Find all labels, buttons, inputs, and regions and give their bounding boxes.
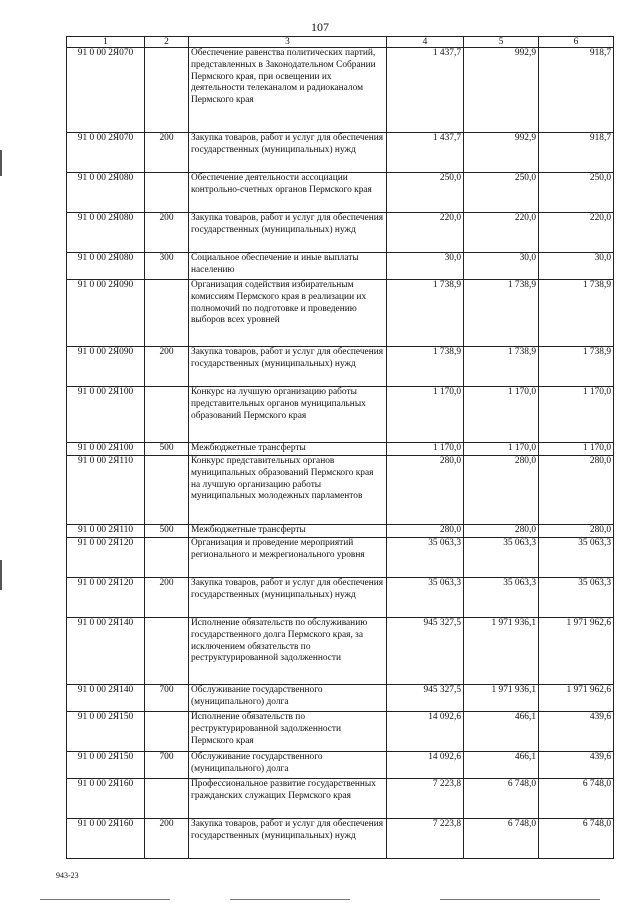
table-row: [67, 752, 614, 779]
row-value-cell: 250,0: [539, 173, 614, 213]
row-value-cell: 1 738,9: [464, 347, 539, 387]
row-code-cell: 91 0 00 2Я100: [67, 443, 145, 456]
row-value-cell: 1 170,0: [387, 387, 464, 443]
row-value-cell: 35 063,3: [464, 538, 539, 578]
row-code-cell: 91 0 00 2Я140: [67, 685, 145, 712]
row-value-cell: 280,0: [539, 525, 614, 538]
row-code-cell: 91 0 00 2Я160: [67, 779, 145, 819]
row-name-cell: Закупка товаров, работ и услуг для обеспечения государственных (муниципальных) нужд: [189, 213, 387, 253]
table-row: [67, 253, 614, 280]
table-row: [67, 347, 614, 387]
row-expense-type-cell: 200: [145, 578, 189, 618]
row-value-cell: 250,0: [387, 173, 464, 213]
row-expense-type-cell: [145, 712, 189, 752]
row-value-cell: 280,0: [539, 456, 614, 525]
row-value-cell: 1 170,0: [539, 387, 614, 443]
table-row: [67, 618, 614, 685]
row-code-cell: 91 0 00 2Я120: [67, 578, 145, 618]
row-name-cell: Закупка товаров, работ и услуг для обеспечения государственных (муниципальных) нужд: [189, 347, 387, 387]
row-value-cell: 220,0: [539, 213, 614, 253]
table-row: [67, 443, 614, 456]
table-row: [67, 213, 614, 253]
table-row: [67, 48, 614, 133]
row-value-cell: 992,9: [464, 133, 539, 173]
row-value-cell: 1 738,9: [387, 347, 464, 387]
row-name-cell: Межбюджетные трансферты: [189, 443, 387, 456]
column-header: 4: [387, 37, 464, 48]
row-value-cell: 35 063,3: [539, 538, 614, 578]
row-value-cell: 1 738,9: [387, 280, 464, 347]
row-expense-type-cell: 200: [145, 133, 189, 173]
row-value-cell: 35 063,3: [387, 578, 464, 618]
budget-table: [66, 36, 614, 859]
row-code-cell: 91 0 00 2Я120: [67, 538, 145, 578]
page-number: 107: [311, 20, 329, 34]
row-name-cell: Закупка товаров, работ и услуг для обеспечения государственных (муниципальных) нужд: [189, 578, 387, 618]
row-name-cell: Обеспечение деятельности ассоциации контрольно-счетных органов Пермского края: [189, 173, 387, 213]
row-value-cell: 1 170,0: [539, 443, 614, 456]
row-value-cell: 35 063,3: [387, 538, 464, 578]
row-value-cell: 30,0: [387, 253, 464, 280]
table-row: [67, 819, 614, 859]
row-expense-type-cell: [145, 538, 189, 578]
row-code-cell: 91 0 00 2Я140: [67, 618, 145, 685]
row-value-cell: 220,0: [464, 213, 539, 253]
table-row: [67, 133, 614, 173]
table-row: [67, 779, 614, 819]
row-value-cell: 250,0: [464, 173, 539, 213]
column-header: 6: [539, 37, 614, 48]
row-value-cell: 6 748,0: [539, 819, 614, 859]
row-code-cell: 91 0 00 2Я090: [67, 280, 145, 347]
row-value-cell: 1 738,9: [464, 280, 539, 347]
row-name-cell: Исполнение обязательств по обслуживанию государственного долга Пермского края, за исключением обязательств по реструктурированной задолженности: [189, 618, 387, 685]
row-expense-type-cell: 500: [145, 525, 189, 538]
row-value-cell: 30,0: [464, 253, 539, 280]
row-value-cell: 945 327,5: [387, 618, 464, 685]
scan-artifact-line: [230, 899, 350, 900]
row-expense-type-cell: [145, 280, 189, 347]
row-value-cell: 918,7: [539, 48, 614, 133]
row-value-cell: 6 748,0: [464, 779, 539, 819]
row-name-cell: Профессиональное развитие государственных гражданских служащих Пермского края: [189, 779, 387, 819]
row-code-cell: 91 0 00 2Я100: [67, 387, 145, 443]
row-value-cell: 1 170,0: [464, 387, 539, 443]
table-row: [67, 712, 614, 752]
table-row: [67, 525, 614, 538]
row-expense-type-cell: 300: [145, 253, 189, 280]
scan-artifact-line: [440, 899, 600, 900]
column-header: 2: [145, 37, 189, 48]
scan-edge-mark: [0, 150, 2, 176]
row-value-cell: 280,0: [464, 525, 539, 538]
scan-edge-mark: [0, 560, 2, 590]
column-header: 1: [67, 37, 145, 48]
row-expense-type-cell: 200: [145, 819, 189, 859]
row-name-cell: Исполнение обязательств по реструктурированной задолженности Пермского края: [189, 712, 387, 752]
row-value-cell: 1 971 962,6: [539, 685, 614, 712]
row-name-cell: Организация и проведение мероприятий регионального и межрегионального уровня: [189, 538, 387, 578]
row-code-cell: 91 0 00 2Я080: [67, 213, 145, 253]
column-header: 5: [464, 37, 539, 48]
row-expense-type-cell: 200: [145, 213, 189, 253]
row-value-cell: 1 170,0: [464, 443, 539, 456]
row-expense-type-cell: [145, 387, 189, 443]
table-header-row: [67, 37, 614, 48]
row-value-cell: 1 971 936,1: [464, 685, 539, 712]
row-name-cell: Конкурс представительных органов муниципальных образований Пермского края на лучшую организацию работы муниципальных молодежных парламентов: [189, 456, 387, 525]
row-value-cell: 35 063,3: [539, 578, 614, 618]
row-name-cell: Конкурс на лучшую организацию работы представительных органов муниципальных образований Пермского края: [189, 387, 387, 443]
row-expense-type-cell: 200: [145, 347, 189, 387]
row-value-cell: 280,0: [387, 456, 464, 525]
table-row: [67, 280, 614, 347]
row-expense-type-cell: [145, 456, 189, 525]
row-value-cell: 945 327,5: [387, 685, 464, 712]
row-name-cell: Межбюджетные трансферты: [189, 525, 387, 538]
table-row: [67, 685, 614, 712]
row-value-cell: 7 223,8: [387, 819, 464, 859]
row-value-cell: 439,6: [539, 712, 614, 752]
row-expense-type-cell: 500: [145, 443, 189, 456]
row-value-cell: 14 092,6: [387, 712, 464, 752]
footer-code: 943-23: [56, 871, 79, 880]
row-code-cell: 91 0 00 2Я150: [67, 712, 145, 752]
row-value-cell: 992,9: [464, 48, 539, 133]
column-header: 3: [189, 37, 387, 48]
row-value-cell: 466,1: [464, 752, 539, 779]
row-value-cell: 918,7: [539, 133, 614, 173]
row-value-cell: 1 738,9: [539, 280, 614, 347]
row-code-cell: 91 0 00 2Я150: [67, 752, 145, 779]
row-value-cell: 466,1: [464, 712, 539, 752]
row-name-cell: Обслуживание государственного (муниципального) долга: [189, 752, 387, 779]
row-code-cell: 91 0 00 2Я160: [67, 819, 145, 859]
row-name-cell: Обеспечение равенства политических партий, представленных в Законодательном Собрании Пермского края, при освещении их деятельности телеканалом и радиоканалом Пермского края: [189, 48, 387, 133]
scan-artifact-line: [40, 899, 170, 900]
table-row: [67, 456, 614, 525]
row-value-cell: 1 437,7: [387, 133, 464, 173]
row-value-cell: 1 437,7: [387, 48, 464, 133]
row-expense-type-cell: [145, 173, 189, 213]
row-value-cell: 1 170,0: [387, 443, 464, 456]
table-row: [67, 387, 614, 443]
row-name-cell: Социальное обеспечение и иные выплаты населению: [189, 253, 387, 280]
table-row: [67, 578, 614, 618]
row-value-cell: 30,0: [539, 253, 614, 280]
row-value-cell: 7 223,8: [387, 779, 464, 819]
row-value-cell: 220,0: [387, 213, 464, 253]
row-code-cell: 91 0 00 2Я070: [67, 133, 145, 173]
row-expense-type-cell: 700: [145, 685, 189, 712]
row-value-cell: 280,0: [464, 456, 539, 525]
table-row: [67, 538, 614, 578]
row-name-cell: Закупка товаров, работ и услуг для обеспечения государственных (муниципальных) нужд: [189, 819, 387, 859]
row-code-cell: 91 0 00 2Я080: [67, 253, 145, 280]
row-value-cell: 1 971 962,6: [539, 618, 614, 685]
row-expense-type-cell: [145, 48, 189, 133]
row-value-cell: 280,0: [387, 525, 464, 538]
row-name-cell: Закупка товаров, работ и услуг для обеспечения государственных (муниципальных) нужд: [189, 133, 387, 173]
row-expense-type-cell: 700: [145, 752, 189, 779]
row-code-cell: 91 0 00 2Я080: [67, 173, 145, 213]
row-value-cell: 35 063,3: [464, 578, 539, 618]
row-value-cell: 1 738,9: [539, 347, 614, 387]
row-code-cell: 91 0 00 2Я110: [67, 456, 145, 525]
row-value-cell: 14 092,6: [387, 752, 464, 779]
row-code-cell: 91 0 00 2Я090: [67, 347, 145, 387]
row-code-cell: 91 0 00 2Я110: [67, 525, 145, 538]
row-value-cell: 6 748,0: [539, 779, 614, 819]
row-expense-type-cell: [145, 779, 189, 819]
row-value-cell: 439,6: [539, 752, 614, 779]
row-expense-type-cell: [145, 618, 189, 685]
row-value-cell: 1 971 936,1: [464, 618, 539, 685]
table-row: [67, 173, 614, 213]
row-name-cell: Организация содействия избирательным комиссиям Пермского края в реализации их полномочий по подготовке и проведению выборов всех уровней: [189, 280, 387, 347]
row-code-cell: 91 0 00 2Я070: [67, 48, 145, 133]
row-name-cell: Обслуживание государственного (муниципального) долга: [189, 685, 387, 712]
row-value-cell: 6 748,0: [464, 819, 539, 859]
